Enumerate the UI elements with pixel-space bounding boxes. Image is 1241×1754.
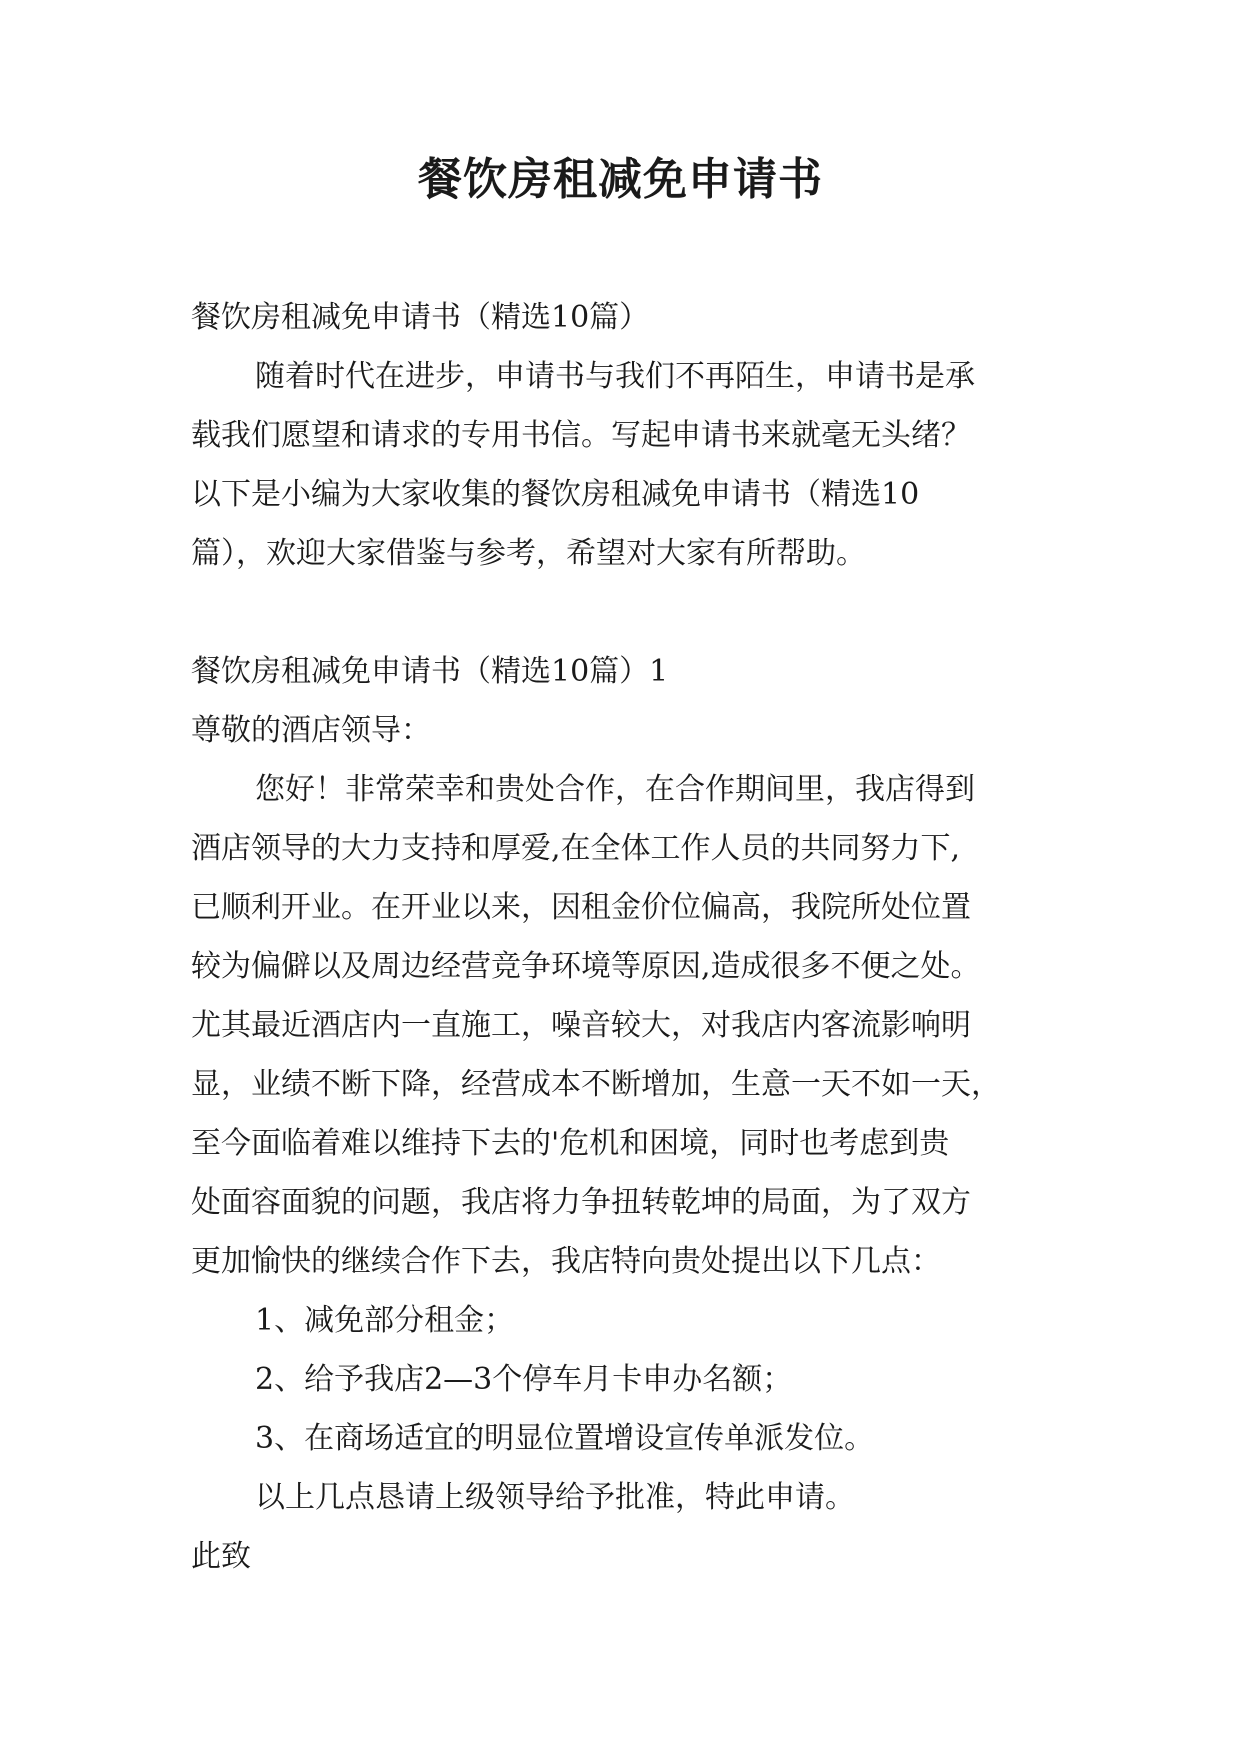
letter-line: 已顺利开业。在开业以来，因租金价位偏高，我院所处位置 [191, 890, 971, 925]
letter-line: 显，业绩不断下降，经营成本不断增加，生意一天不如一天， [191, 1067, 1001, 1102]
list-item: 2、给予我店2—3个停车月卡申办名额； [255, 1362, 793, 1397]
intro-line: 载我们愿望和请求的专用书信。写起申请书来就毫无头绪？ [191, 418, 971, 453]
letter-line: 处面容面貌的问题，我店将力争扭转乾坤的局面，为了双方 [191, 1185, 971, 1220]
paragraph-spacer [191, 583, 1059, 642]
document-body [191, 288, 1059, 1586]
document-title: 餐饮房租减免申请书 [418, 154, 823, 205]
intro-line: 随着时代在进步，申请书与我们不再陌生，申请书是承 [255, 359, 975, 394]
letter-line: 酒店领导的大力支持和厚爱,在全体工作人员的共同努力下, [191, 831, 961, 866]
letter-line: 您好！非常荣幸和贵处合作，在合作期间里，我店得到 [255, 772, 975, 807]
subtitle: 餐饮房租减免申请书（精选10篇） [191, 300, 650, 335]
intro-line: 以下是小编为大家收集的餐饮房租减免申请书（精选10 [191, 477, 920, 512]
list-item: 3、在商场适宜的明显位置增设宣传单派发位。 [255, 1421, 875, 1456]
letter-paragraph [191, 760, 1059, 1291]
sign-off: 此致 [191, 1539, 251, 1574]
request-list [191, 1291, 1059, 1468]
intro-line: 篇），欢迎大家借鉴与参考，希望对大家有所帮助。 [191, 536, 866, 571]
letter-line: 尤其最近酒店内一直施工，噪音较大，对我店内客流影响明 [191, 1008, 971, 1043]
list-item: 1、减免部分租金； [255, 1303, 515, 1338]
section-heading: 餐饮房租减免申请书（精选10篇）1 [191, 654, 669, 689]
letter-line: 较为偏僻以及周边经营竞争环境等原因,造成很多不便之处。 [191, 949, 981, 984]
intro-paragraph [191, 347, 1059, 583]
closing-line: 以上几点恳请上级领导给予批准，特此申请。 [255, 1480, 855, 1515]
salutation: 尊敬的酒店领导： [191, 713, 431, 748]
letter-line: 至今面临着难以维持下去的'危机和困境，同时也考虑到贵 [191, 1126, 950, 1161]
letter-line: 更加愉快的继续合作下去，我店特向贵处提出以下几点： [191, 1244, 941, 1279]
